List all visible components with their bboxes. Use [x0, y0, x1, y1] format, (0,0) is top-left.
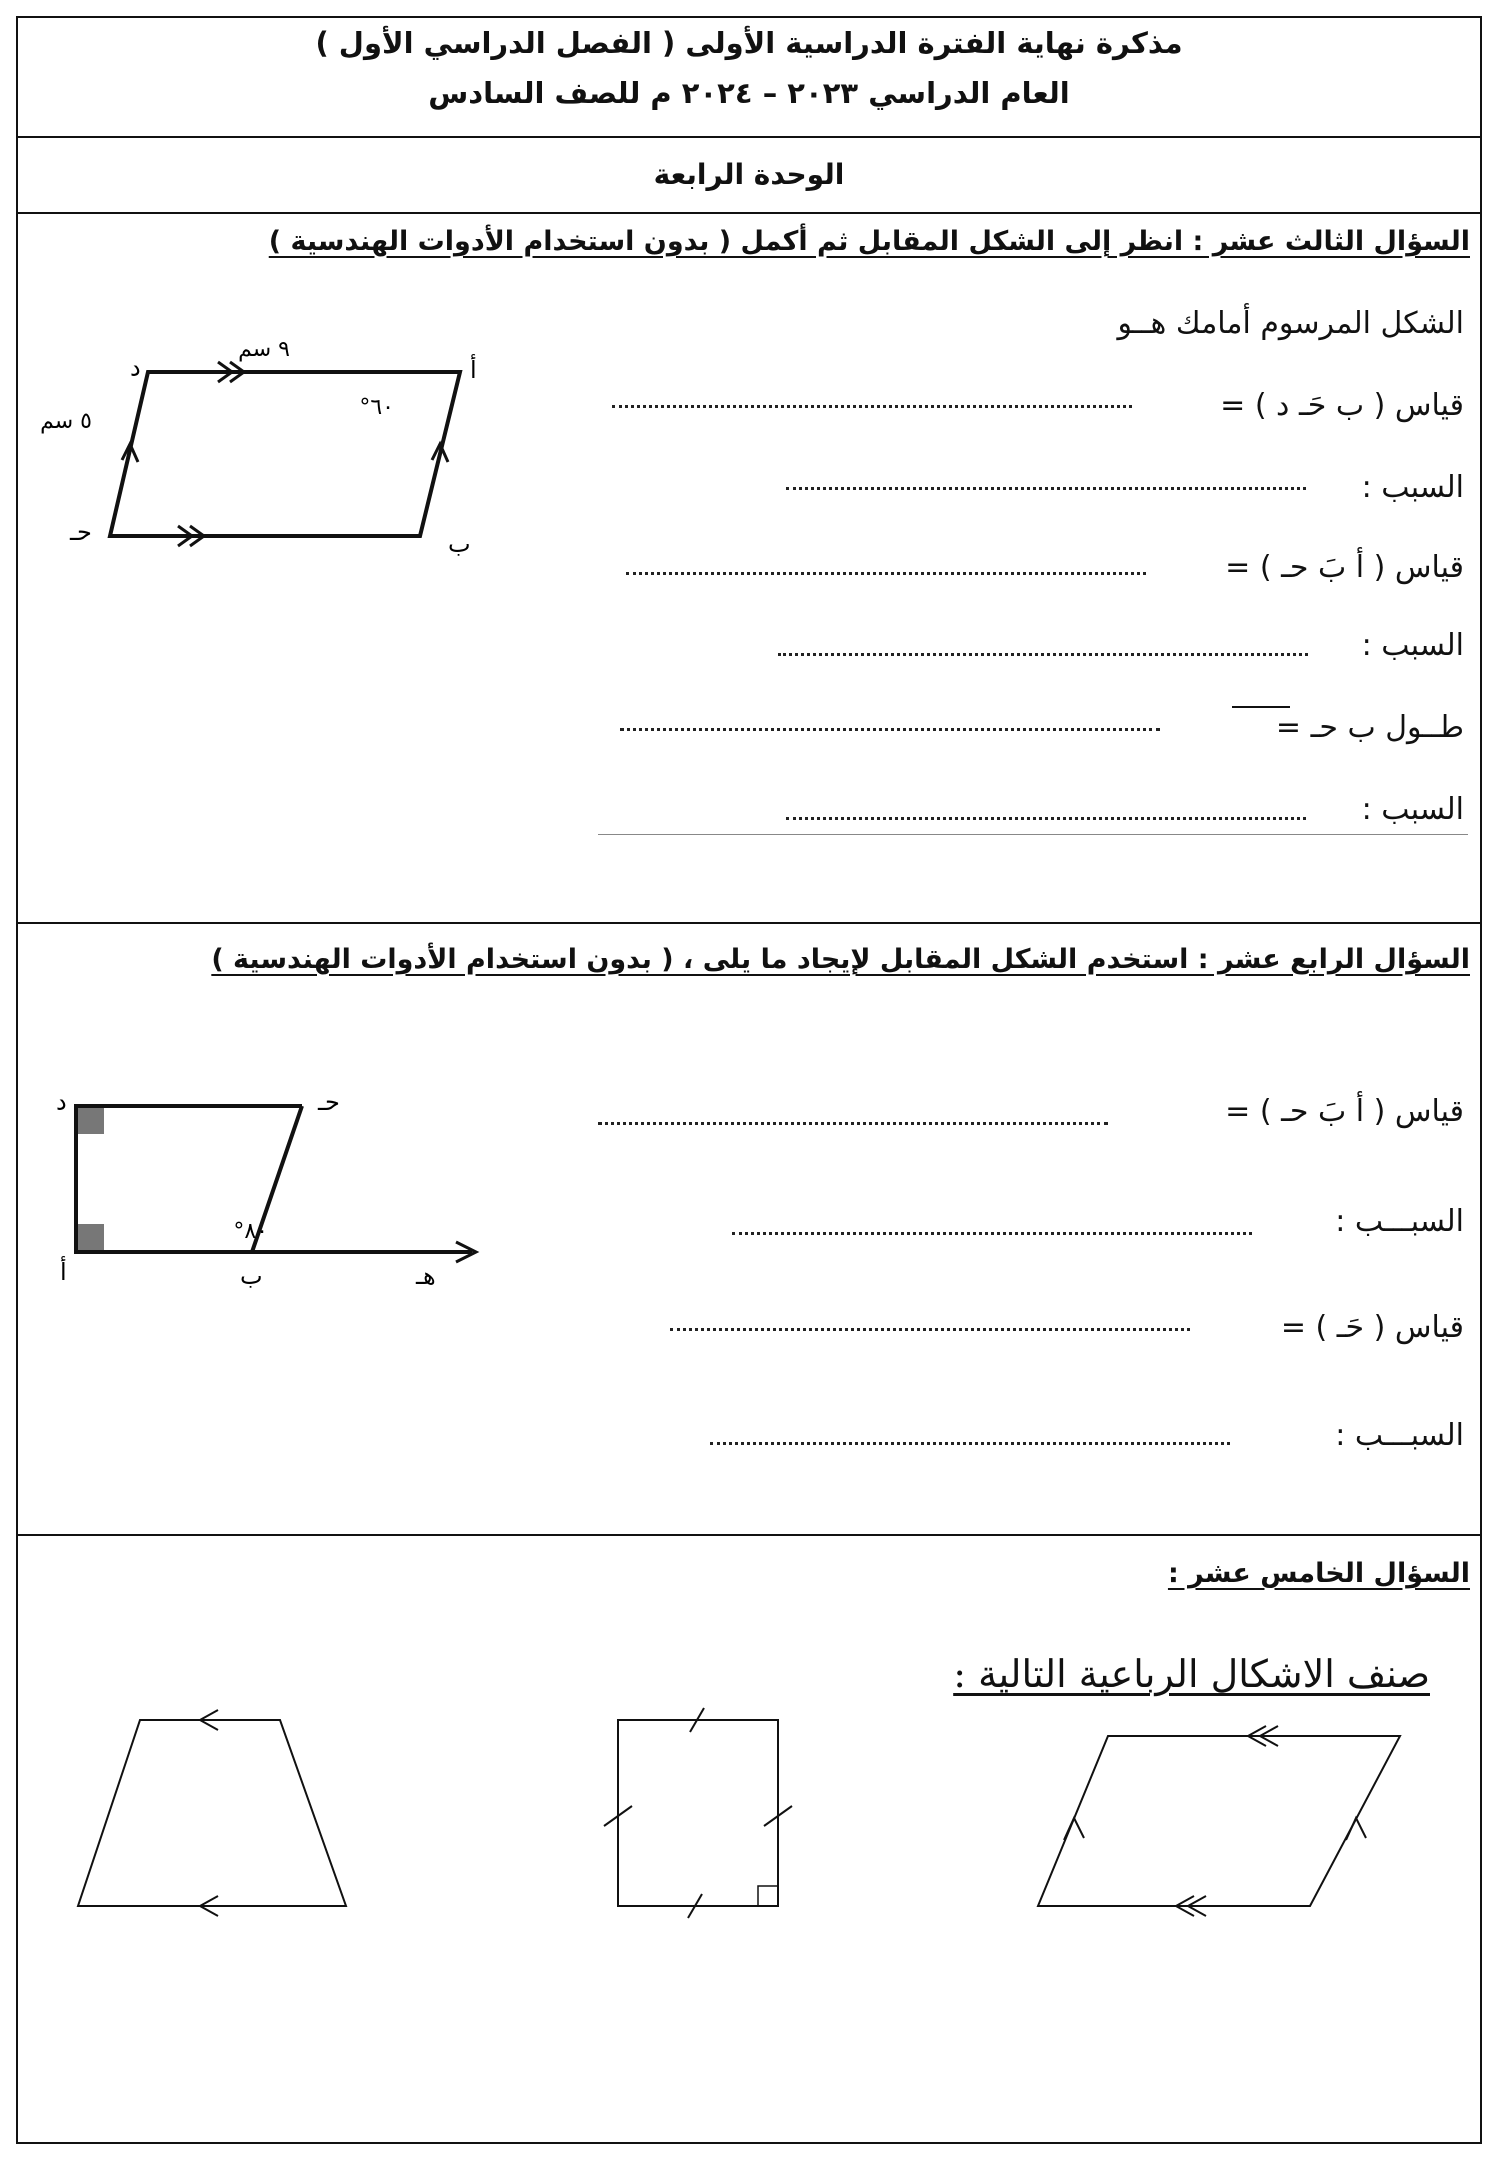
- q15-heading: السؤال الخامس عشر :: [1167, 1558, 1470, 1589]
- right-angle-mark: [78, 1108, 104, 1134]
- trapezoid-figure: [78, 1710, 346, 1916]
- segment-overline: [1232, 706, 1290, 708]
- vertex-label: ب: [240, 1262, 263, 1290]
- q13-angle-abc-prompt: قياس ( أ بَ حـ ) =: [1225, 550, 1464, 585]
- side-length-label: ٩ سم: [238, 337, 290, 362]
- side-length-label: ٥ سم: [40, 409, 92, 434]
- vertex-label: ب: [448, 530, 471, 558]
- q13-parallelogram-figure: [30, 320, 510, 560]
- answer-line[interactable]: [598, 1122, 1108, 1125]
- trapezoid-shape: [76, 1106, 302, 1252]
- angle-label: ٨٠°: [233, 1219, 268, 1244]
- q14-trapezoid-figure: [40, 1080, 510, 1300]
- right-angle-mark: [78, 1224, 104, 1250]
- vertex-label: د: [56, 1088, 67, 1116]
- vertex-label: أ: [60, 1258, 67, 1286]
- unit-title: الوحدة الرابعة: [653, 158, 845, 191]
- answer-line[interactable]: [626, 572, 1146, 575]
- answer-line[interactable]: [620, 728, 1160, 731]
- divider: [16, 922, 1482, 924]
- answer-line[interactable]: [778, 653, 1308, 656]
- vertex-label: أ: [470, 356, 477, 384]
- q14-angle-c-prompt: قياس ( حَـ ) =: [1280, 1310, 1464, 1345]
- answer-line[interactable]: [786, 487, 1306, 490]
- q14-reason-2: السبـــب :: [1335, 1418, 1464, 1453]
- header-title-line2: العام الدراسي ٢٠٢٣ – ٢٠٢٤ م للصف السادس: [428, 76, 1070, 110]
- q15-shapes: [40, 1690, 1460, 1950]
- header-title-line1: مذكرة نهاية الفترة الدراسية الأولى ( الفصل الدراسي الأول ): [315, 26, 1183, 60]
- divider: [16, 212, 1482, 214]
- answer-line[interactable]: [670, 1328, 1190, 1331]
- square-figure: [604, 1708, 792, 1918]
- q13-reason-1: السبب :: [1361, 470, 1464, 505]
- q13-angle-bcd-prompt: قياس ( ب حَـ د ) =: [1220, 388, 1464, 423]
- answer-line[interactable]: [612, 405, 1132, 408]
- faint-rule: [598, 834, 1468, 835]
- answer-line[interactable]: [710, 1442, 1230, 1445]
- answer-line[interactable]: [732, 1232, 1252, 1235]
- divider: [16, 1534, 1482, 1536]
- parallelogram-figure: [1038, 1726, 1400, 1916]
- q13-reason-2: السبب :: [1361, 628, 1464, 663]
- q14-reason-1: السبـــب :: [1335, 1204, 1464, 1239]
- parallelogram-shape: [110, 372, 460, 536]
- vertex-label: حـ: [318, 1088, 340, 1116]
- q14-angle-abc-prompt: قياس ( أ بَ حـ ) =: [1225, 1094, 1464, 1129]
- vertex-label: حـ: [70, 518, 92, 546]
- q13-reason-3: السبب :: [1361, 792, 1464, 827]
- divider: [16, 136, 1482, 138]
- parallel-mark: [1346, 1818, 1366, 1840]
- q15-instruction: صنف الاشكال الرباعية التالية :: [953, 1652, 1430, 1696]
- right-angle-mark: [758, 1886, 778, 1906]
- answer-line[interactable]: [786, 817, 1306, 820]
- q13-shape-name-prompt: الشكل المرسوم أمامك هــو: [1117, 306, 1464, 341]
- angle-label: ٦٠°: [359, 395, 394, 420]
- q13-heading: السؤال الثالث عشر : انظر إلى الشكل المقابل ثم أكمل ( بدون استخدام الأدوات الهندسية ): [268, 226, 1470, 257]
- q14-heading: السؤال الرابع عشر : استخدم الشكل المقابل لإيجاد ما يلى ، ( بدون استخدام الأدوات الهندسية ): [211, 944, 1470, 975]
- q13-length-bc-prompt: طــول ب حـ =: [1275, 710, 1464, 745]
- vertex-label: د: [130, 354, 141, 382]
- vertex-label: هـ: [416, 1262, 436, 1290]
